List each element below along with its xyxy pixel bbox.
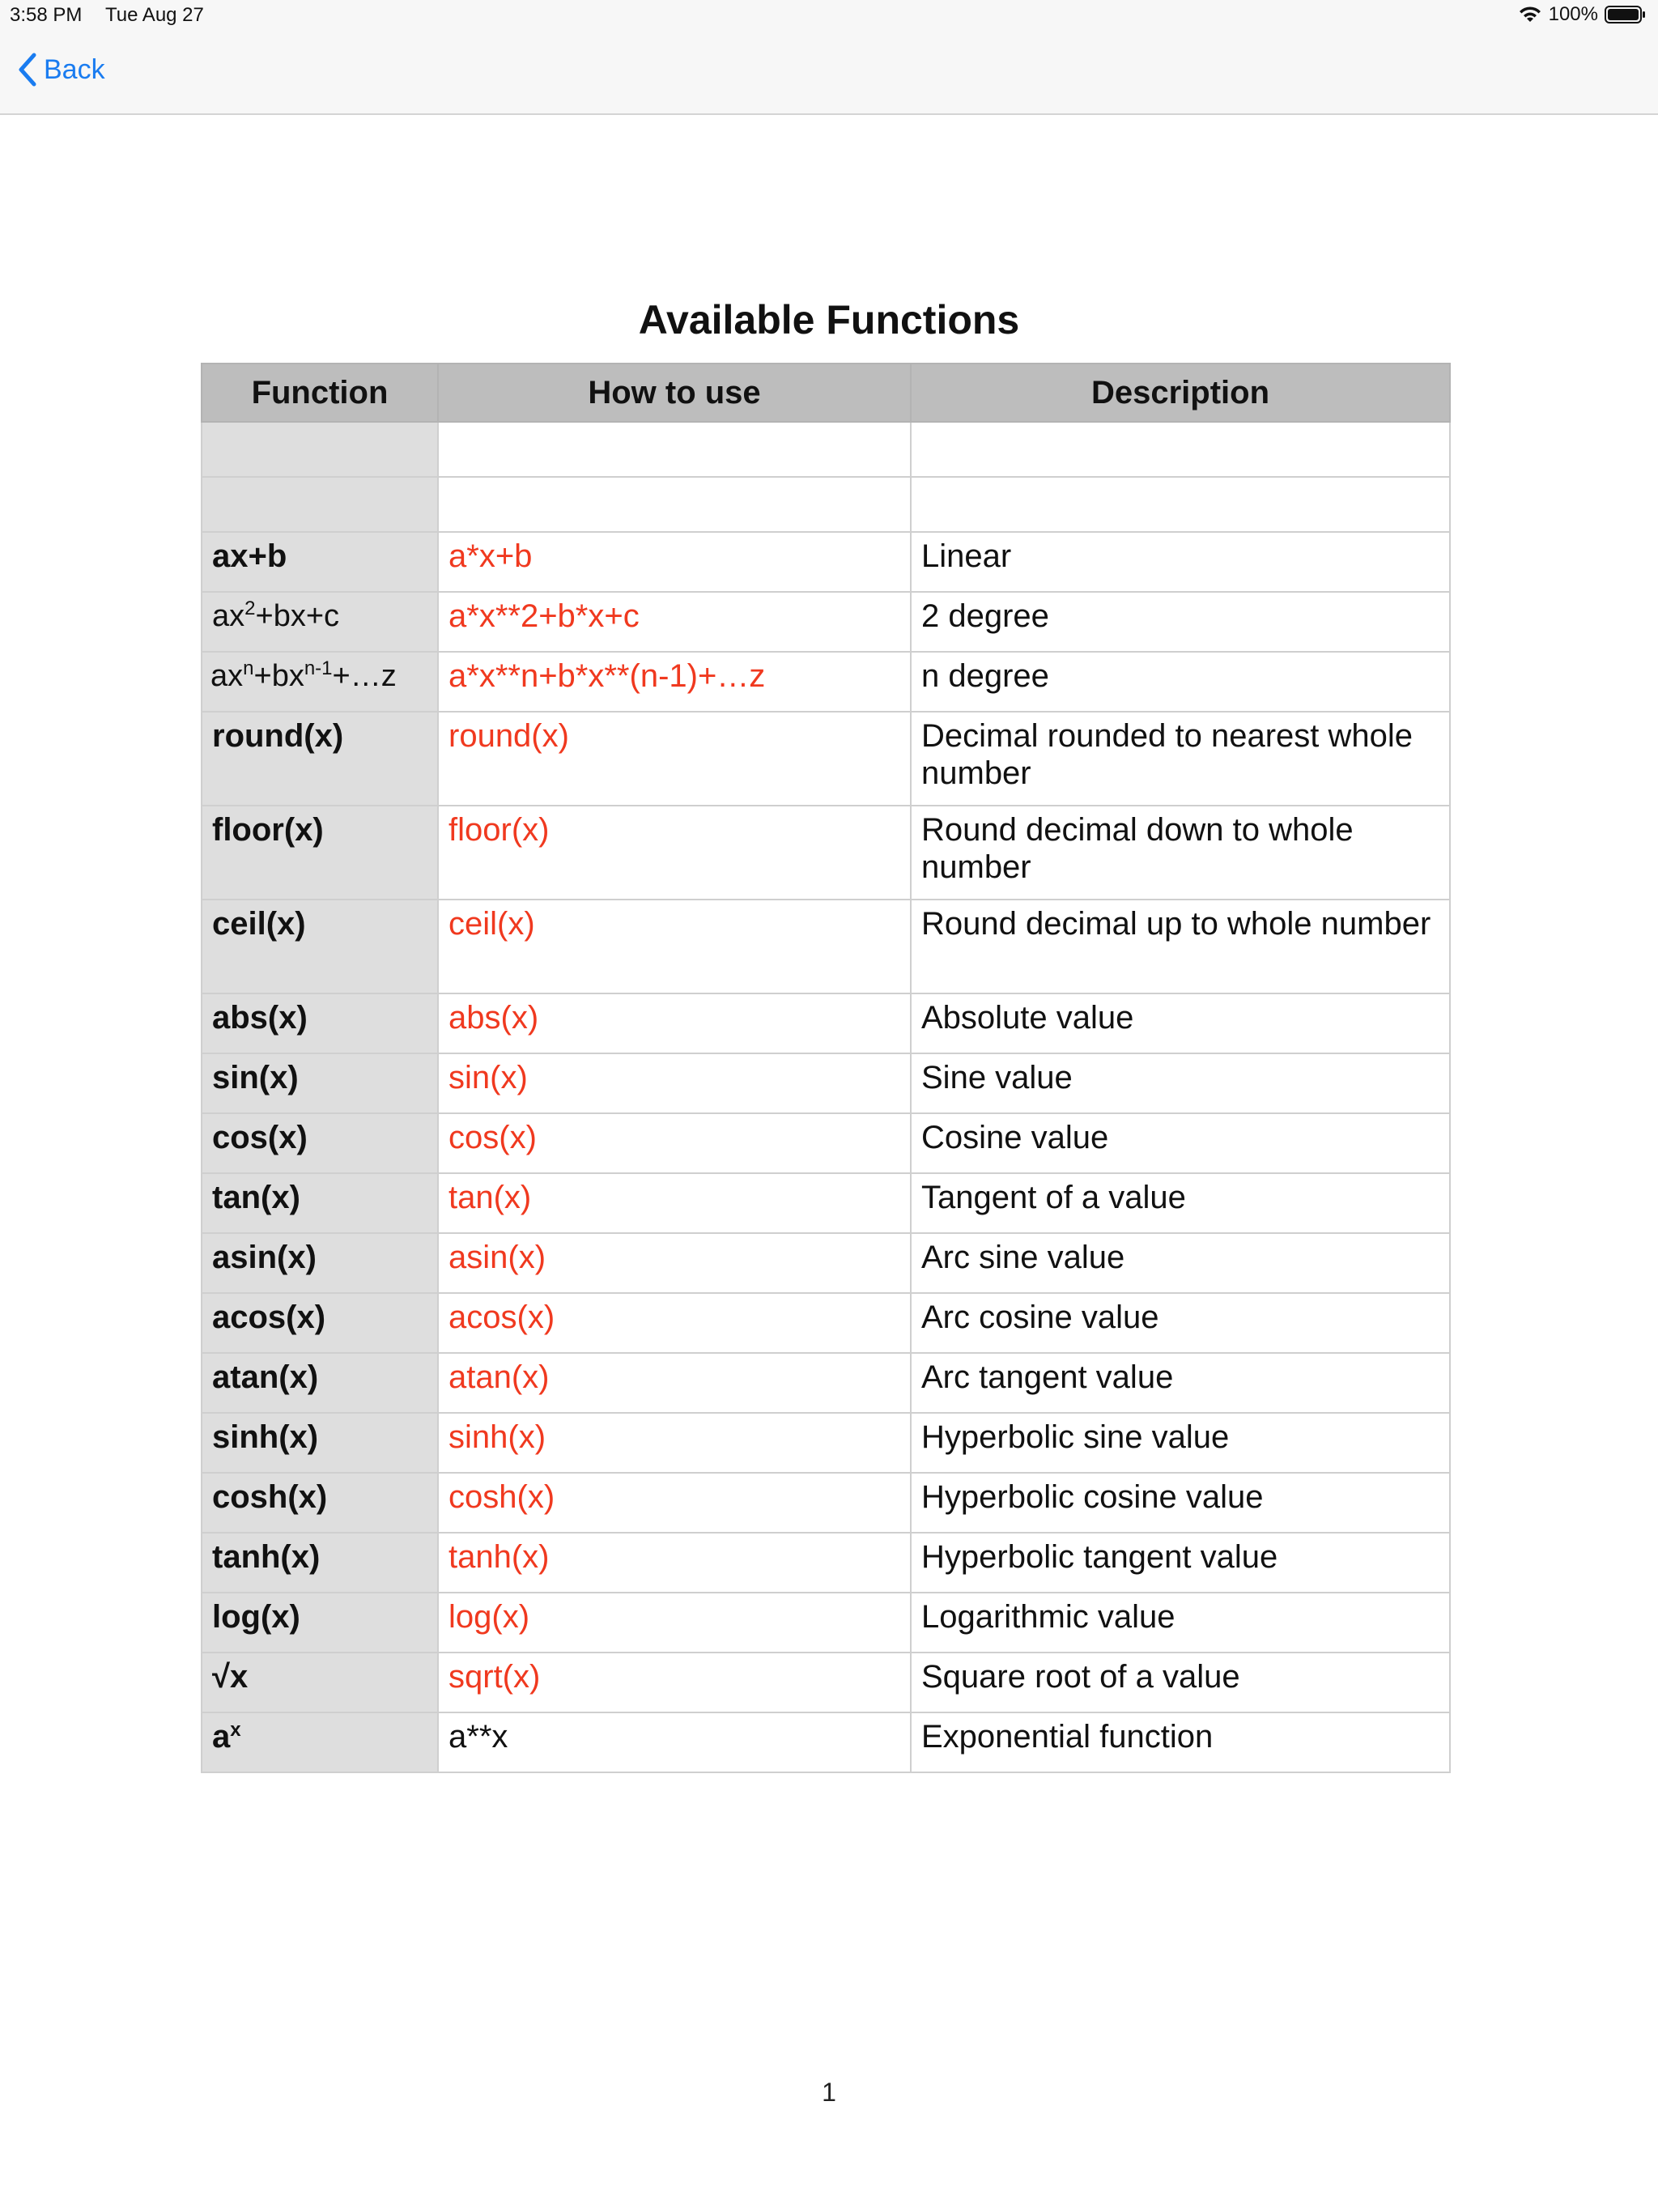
usage-cell: a*x+b: [438, 532, 911, 592]
description-cell: Hyperbolic cosine value: [911, 1473, 1450, 1533]
battery-percentage: 100%: [1548, 3, 1598, 25]
function-cell: atan(x): [202, 1353, 438, 1413]
function-cell: $a^x$: [202, 1712, 438, 1772]
description-cell: Hyperbolic tangent value: [911, 1533, 1450, 1593]
table-row: [202, 1293, 1450, 1353]
description-cell: Square root of a value: [911, 1653, 1450, 1712]
table-row: [202, 806, 1450, 900]
table-row: [202, 1353, 1450, 1413]
usage-cell: atan(x): [438, 1353, 911, 1413]
usage-cell: a*x**n+b*x**(n-1)+…z: [438, 652, 911, 712]
function-cell: sinh(x): [202, 1413, 438, 1473]
description-cell: Arc cosine value: [911, 1293, 1450, 1353]
function-cell: sin(x): [202, 1053, 438, 1113]
table-row: [202, 477, 1450, 532]
usage-cell: sinh(x): [438, 1413, 911, 1473]
back-button[interactable]: [16, 52, 105, 87]
function-cell: round(x): [202, 712, 438, 806]
functions-table: [201, 363, 1451, 1773]
usage-cell: sin(x): [438, 1053, 911, 1113]
description-cell: Arc tangent value: [911, 1353, 1450, 1413]
header-function: Function: [202, 364, 438, 422]
description-cell: Linear: [911, 532, 1450, 592]
header-how-to-use: How to use: [438, 364, 911, 422]
wifi-icon: [1518, 5, 1542, 24]
table-row: [202, 1473, 1450, 1533]
usage-cell: cosh(x): [438, 1473, 911, 1533]
description-cell: 2 degree: [911, 592, 1450, 652]
table-row: [202, 1053, 1450, 1113]
usage-cell: tanh(x): [438, 1533, 911, 1593]
header-description: Description: [911, 364, 1450, 422]
description-cell: Arc sine value: [911, 1233, 1450, 1293]
table-row: [202, 1653, 1450, 1712]
table-row: [202, 1113, 1450, 1173]
usage-cell: sqrt(x): [438, 1653, 911, 1712]
usage-cell: [438, 477, 911, 532]
table-header-row: [202, 364, 1450, 422]
function-cell: $ax^n+bx^{n-1}+\dots z$: [202, 652, 438, 712]
usage-cell: [438, 422, 911, 477]
table-row: [202, 532, 1450, 592]
function-cell: [202, 477, 438, 532]
description-cell: Round decimal up to whole number: [911, 900, 1450, 993]
function-cell: $ax^2+bx+c$: [202, 592, 438, 652]
table-row: [202, 1413, 1450, 1473]
chevron-left-icon: [16, 52, 37, 87]
function-cell: log(x): [202, 1593, 438, 1653]
function-cell: tan(x): [202, 1173, 438, 1233]
table-row: [202, 712, 1450, 806]
table-row: [202, 1233, 1450, 1293]
description-cell: [911, 477, 1450, 532]
usage-cell: floor(x): [438, 806, 911, 900]
description-cell: Logarithmic value: [911, 1593, 1450, 1653]
navigation-bar: [0, 32, 1658, 115]
usage-cell: abs(x): [438, 993, 911, 1053]
function-cell: [202, 422, 438, 477]
table-row: [202, 993, 1450, 1053]
status-bar: [0, 0, 1658, 32]
description-cell: Sine value: [911, 1053, 1450, 1113]
function-cell: √x: [202, 1653, 438, 1712]
document-title: Available Functions: [638, 297, 1020, 342]
description-cell: Exponential function: [911, 1712, 1450, 1772]
table-row: [202, 1593, 1450, 1653]
status-time: 3:58 PM: [10, 4, 83, 26]
description-cell: n degree: [911, 652, 1450, 712]
description-cell: Hyperbolic sine value: [911, 1413, 1450, 1473]
table-row: [202, 1533, 1450, 1593]
table-row: [202, 900, 1450, 993]
page-number: 1: [822, 2078, 836, 2107]
function-cell: cos(x): [202, 1113, 438, 1173]
usage-cell: tan(x): [438, 1173, 911, 1233]
back-label: Back: [44, 53, 105, 85]
table-row: [202, 1173, 1450, 1233]
description-cell: Decimal rounded to nearest whole number: [911, 712, 1450, 806]
description-cell: Absolute value: [911, 993, 1450, 1053]
status-date: Tue Aug 27: [105, 4, 204, 26]
description-cell: Round decimal down to whole number: [911, 806, 1450, 900]
usage-cell: log(x): [438, 1593, 911, 1653]
table-row: [202, 652, 1450, 712]
usage-cell: asin(x): [438, 1233, 911, 1293]
function-cell: abs(x): [202, 993, 438, 1053]
function-cell: cosh(x): [202, 1473, 438, 1533]
table-row: [202, 1712, 1450, 1772]
usage-cell: round(x): [438, 712, 911, 806]
table-row: [202, 592, 1450, 652]
function-cell: floor(x): [202, 806, 438, 900]
battery-icon: [1605, 6, 1647, 23]
usage-cell: a*x**2+b*x+c: [438, 592, 911, 652]
usage-cell: acos(x): [438, 1293, 911, 1353]
function-cell: asin(x): [202, 1233, 438, 1293]
function-cell: tanh(x): [202, 1533, 438, 1593]
usage-cell: cos(x): [438, 1113, 911, 1173]
usage-cell: a**x: [438, 1712, 911, 1772]
description-cell: Cosine value: [911, 1113, 1450, 1173]
description-cell: Tangent of a value: [911, 1173, 1450, 1233]
usage-cell: ceil(x): [438, 900, 911, 993]
description-cell: [911, 422, 1450, 477]
function-cell: ceil(x): [202, 900, 438, 993]
function-cell: acos(x): [202, 1293, 438, 1353]
status-indicators: [1518, 3, 1647, 26]
function-cell: ax+b: [202, 532, 438, 592]
table-row: [202, 422, 1450, 477]
